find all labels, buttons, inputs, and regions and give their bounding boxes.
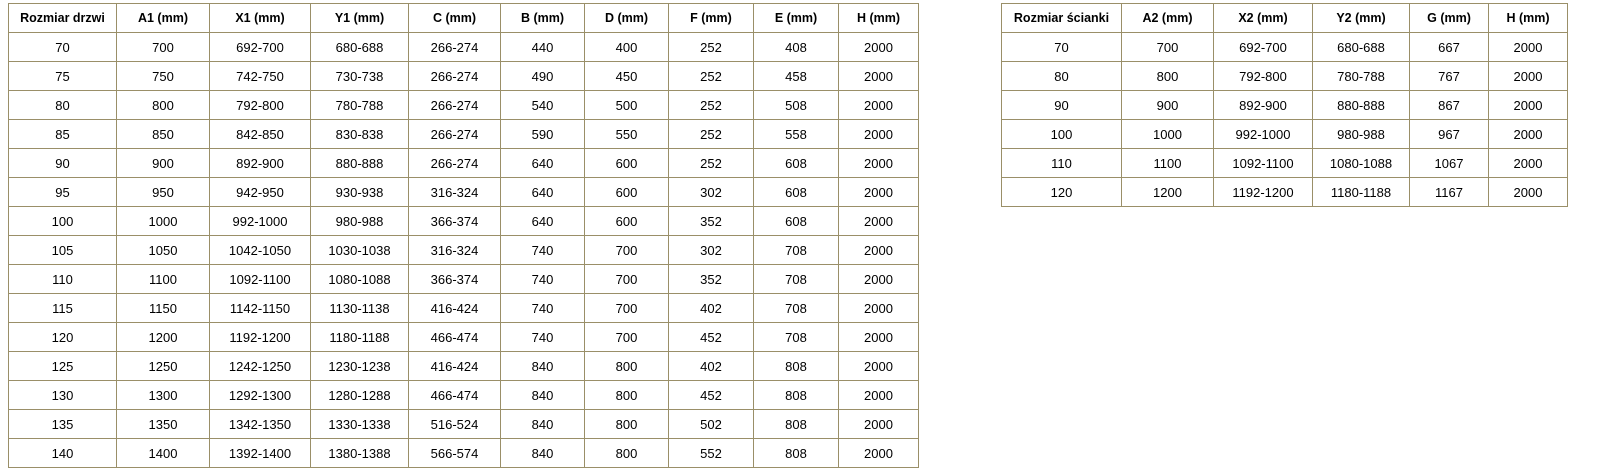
table-cell: 366-374: [409, 265, 501, 294]
table-cell: 892-900: [1214, 91, 1313, 120]
table-cell: 700: [585, 294, 669, 323]
table-cell: 402: [669, 294, 754, 323]
table-cell: 700: [117, 33, 210, 62]
table-cell: 640: [501, 149, 585, 178]
table-cell: 125: [9, 352, 117, 381]
table-row: [9, 439, 919, 468]
table-cell: 2000: [839, 120, 919, 149]
table-cell: 780-788: [311, 91, 409, 120]
table-cell: 1342-1350: [210, 410, 311, 439]
table-cell: 120: [9, 323, 117, 352]
table-cell: 742-750: [210, 62, 311, 91]
table-cell: 1092-1100: [1214, 149, 1313, 178]
table-cell: 352: [669, 207, 754, 236]
table-cell: 1030-1038: [311, 236, 409, 265]
table-cell: 840: [501, 381, 585, 410]
table-cell: 730-738: [311, 62, 409, 91]
column-header: X2 (mm): [1214, 4, 1313, 33]
table-cell: 135: [9, 410, 117, 439]
table-cell: 2000: [839, 91, 919, 120]
table-cell: 1292-1300: [210, 381, 311, 410]
table-cell: 2000: [839, 439, 919, 468]
table-row: [9, 236, 919, 265]
table-cell: 70: [1002, 33, 1122, 62]
table-cell: 2000: [839, 410, 919, 439]
table-cell: 792-800: [1214, 62, 1313, 91]
table-cell: 100: [1002, 120, 1122, 149]
table-cell: 2000: [1489, 91, 1568, 120]
column-header: X1 (mm): [210, 4, 311, 33]
table-cell: 680-688: [311, 33, 409, 62]
table-cell: 880-888: [311, 149, 409, 178]
table-cell: 110: [9, 265, 117, 294]
table-cell: 502: [669, 410, 754, 439]
table-cell: 252: [669, 91, 754, 120]
table-cell: 452: [669, 381, 754, 410]
table-cell: 840: [501, 439, 585, 468]
table-cell: 500: [585, 91, 669, 120]
table-cell: 2000: [1489, 149, 1568, 178]
table-cell: 708: [754, 236, 839, 265]
table-cell: 70: [9, 33, 117, 62]
table-cell: 400: [585, 33, 669, 62]
table-cell: 1380-1388: [311, 439, 409, 468]
table-cell: 700: [585, 236, 669, 265]
table-cell: 980-988: [1313, 120, 1410, 149]
table-cell: 2000: [839, 323, 919, 352]
table-cell: 1242-1250: [210, 352, 311, 381]
column-header: Y2 (mm): [1313, 4, 1410, 33]
table-cell: 252: [669, 149, 754, 178]
table-cell: 1167: [1410, 178, 1489, 207]
column-header: F (mm): [669, 4, 754, 33]
table-cell: 1000: [117, 207, 210, 236]
table-cell: 1080-1088: [1313, 149, 1410, 178]
table-cell: 708: [754, 323, 839, 352]
table-row: [9, 149, 919, 178]
table-cell: 408: [754, 33, 839, 62]
table-cell: 2000: [839, 294, 919, 323]
table-cell: 110: [1002, 149, 1122, 178]
table-cell: 667: [1410, 33, 1489, 62]
column-header: E (mm): [754, 4, 839, 33]
table-cell: 316-324: [409, 178, 501, 207]
table-cell: 1250: [117, 352, 210, 381]
table-cell: 840: [501, 410, 585, 439]
table-cell: 2000: [839, 33, 919, 62]
table-cell: 90: [9, 149, 117, 178]
table-cell: 2000: [839, 352, 919, 381]
table-cell: 808: [754, 381, 839, 410]
table-row: [1002, 33, 1568, 62]
table-cell: 130: [9, 381, 117, 410]
table-cell: 808: [754, 352, 839, 381]
table-cell: 600: [585, 207, 669, 236]
table-row: [9, 178, 919, 207]
table-row: [9, 91, 919, 120]
table-cell: 266-274: [409, 33, 501, 62]
table-cell: 1092-1100: [210, 265, 311, 294]
table-cell: 967: [1410, 120, 1489, 149]
table-cell: 1180-1188: [1313, 178, 1410, 207]
table-cell: 416-424: [409, 294, 501, 323]
table-cell: 1350: [117, 410, 210, 439]
table-cell: 930-938: [311, 178, 409, 207]
table-cell: 708: [754, 294, 839, 323]
table-cell: 1280-1288: [311, 381, 409, 410]
table-cell: 692-700: [210, 33, 311, 62]
table-cell: 700: [585, 323, 669, 352]
table-cell: 2000: [1489, 33, 1568, 62]
table-cell: 105: [9, 236, 117, 265]
column-header: H (mm): [839, 4, 919, 33]
table-cell: 452: [669, 323, 754, 352]
table-cell: 1042-1050: [210, 236, 311, 265]
table-row: [9, 323, 919, 352]
table-cell: 800: [117, 91, 210, 120]
table-cell: 2000: [839, 381, 919, 410]
table-cell: 600: [585, 149, 669, 178]
table-header-row: [9, 4, 919, 33]
table-cell: 95: [9, 178, 117, 207]
table-cell: 740: [501, 294, 585, 323]
table-cell: 750: [117, 62, 210, 91]
table-cell: 700: [585, 265, 669, 294]
table-cell: 120: [1002, 178, 1122, 207]
doors-size-table-container: [8, 3, 919, 468]
table-cell: 266-274: [409, 91, 501, 120]
table-cell: 800: [585, 381, 669, 410]
table-row: [9, 294, 919, 323]
table-cell: 2000: [839, 207, 919, 236]
table-cell: 252: [669, 120, 754, 149]
table-row: [9, 62, 919, 91]
table-cell: 867: [1410, 91, 1489, 120]
table-cell: 700: [1122, 33, 1214, 62]
table-cell: 640: [501, 207, 585, 236]
table-cell: 590: [501, 120, 585, 149]
table-cell: 1067: [1410, 149, 1489, 178]
table-cell: 1000: [1122, 120, 1214, 149]
table-cell: 2000: [1489, 178, 1568, 207]
table-cell: 942-950: [210, 178, 311, 207]
table-cell: 1330-1338: [311, 410, 409, 439]
table-cell: 80: [9, 91, 117, 120]
table-cell: 115: [9, 294, 117, 323]
column-header: A1 (mm): [117, 4, 210, 33]
table-cell: 900: [117, 149, 210, 178]
table-row: [9, 381, 919, 410]
table-cell: 992-1000: [1214, 120, 1313, 149]
table-cell: 1100: [1122, 149, 1214, 178]
table-cell: 466-474: [409, 381, 501, 410]
table-cell: 302: [669, 178, 754, 207]
column-header: C (mm): [409, 4, 501, 33]
column-header: A2 (mm): [1122, 4, 1214, 33]
table-cell: 2000: [839, 149, 919, 178]
table-cell: 140: [9, 439, 117, 468]
table-row: [9, 207, 919, 236]
doors-size-table: [8, 3, 919, 468]
table-cell: 1230-1238: [311, 352, 409, 381]
table-cell: 1100: [117, 265, 210, 294]
table-cell: 600: [585, 178, 669, 207]
table-cell: 608: [754, 207, 839, 236]
table-cell: 950: [117, 178, 210, 207]
table-cell: 352: [669, 265, 754, 294]
table-cell: 266-274: [409, 62, 501, 91]
column-header: Rozmiar ścianki: [1002, 4, 1122, 33]
table-cell: 692-700: [1214, 33, 1313, 62]
table-cell: 792-800: [210, 91, 311, 120]
table-cell: 1200: [1122, 178, 1214, 207]
table-cell: 1180-1188: [311, 323, 409, 352]
wall-size-table: [1001, 3, 1568, 207]
table-cell: 540: [501, 91, 585, 120]
table-cell: 680-688: [1313, 33, 1410, 62]
table-cell: 366-374: [409, 207, 501, 236]
table-cell: 440: [501, 33, 585, 62]
table-cell: 416-424: [409, 352, 501, 381]
table-cell: 252: [669, 62, 754, 91]
table-cell: 1080-1088: [311, 265, 409, 294]
column-header: H (mm): [1489, 4, 1568, 33]
table-cell: 450: [585, 62, 669, 91]
table-cell: 767: [1410, 62, 1489, 91]
table-cell: 490: [501, 62, 585, 91]
table-cell: 808: [754, 410, 839, 439]
table-cell: 2000: [839, 236, 919, 265]
table-row: [1002, 149, 1568, 178]
table-cell: 740: [501, 323, 585, 352]
table-cell: 800: [1122, 62, 1214, 91]
table-cell: 566-574: [409, 439, 501, 468]
wall-table-body: [1002, 33, 1568, 207]
table-cell: 2000: [1489, 120, 1568, 149]
table-cell: 1200: [117, 323, 210, 352]
table-header-row: [1002, 4, 1568, 33]
table-cell: 2000: [839, 62, 919, 91]
table-cell: 85: [9, 120, 117, 149]
column-header: Rozmiar drzwi: [9, 4, 117, 33]
table-row: [1002, 120, 1568, 149]
table-cell: 1192-1200: [210, 323, 311, 352]
doors-table-header: [9, 4, 919, 33]
table-cell: 608: [754, 149, 839, 178]
table-cell: 708: [754, 265, 839, 294]
column-header: Y1 (mm): [311, 4, 409, 33]
table-cell: 558: [754, 120, 839, 149]
table-cell: 508: [754, 91, 839, 120]
table-cell: 800: [585, 352, 669, 381]
table-row: [9, 33, 919, 62]
wall-table-header: [1002, 4, 1568, 33]
table-cell: 608: [754, 178, 839, 207]
table-row: [1002, 91, 1568, 120]
table-cell: 550: [585, 120, 669, 149]
table-cell: 266-274: [409, 120, 501, 149]
table-cell: 1392-1400: [210, 439, 311, 468]
table-cell: 2000: [839, 265, 919, 294]
table-row: [9, 410, 919, 439]
table-cell: 842-850: [210, 120, 311, 149]
table-cell: 830-838: [311, 120, 409, 149]
table-cell: 740: [501, 236, 585, 265]
table-cell: 80: [1002, 62, 1122, 91]
table-cell: 840: [501, 352, 585, 381]
table-cell: 800: [585, 439, 669, 468]
table-cell: 900: [1122, 91, 1214, 120]
table-cell: 980-988: [311, 207, 409, 236]
table-cell: 1400: [117, 439, 210, 468]
table-cell: 458: [754, 62, 839, 91]
table-cell: 266-274: [409, 149, 501, 178]
table-cell: 466-474: [409, 323, 501, 352]
table-cell: 808: [754, 439, 839, 468]
doors-table-body: [9, 33, 919, 468]
table-cell: 516-524: [409, 410, 501, 439]
table-cell: 552: [669, 439, 754, 468]
column-header: B (mm): [501, 4, 585, 33]
table-cell: 740: [501, 265, 585, 294]
table-cell: 800: [585, 410, 669, 439]
wall-size-table-container: [1001, 3, 1568, 207]
table-row: [1002, 62, 1568, 91]
table-cell: 850: [117, 120, 210, 149]
table-cell: 402: [669, 352, 754, 381]
table-row: [9, 120, 919, 149]
table-cell: 992-1000: [210, 207, 311, 236]
table-cell: 1192-1200: [1214, 178, 1313, 207]
table-cell: 2000: [839, 178, 919, 207]
column-header: D (mm): [585, 4, 669, 33]
table-row: [9, 352, 919, 381]
table-cell: 2000: [1489, 62, 1568, 91]
column-header: G (mm): [1410, 4, 1489, 33]
table-cell: 780-788: [1313, 62, 1410, 91]
table-cell: 1300: [117, 381, 210, 410]
table-cell: 252: [669, 33, 754, 62]
table-cell: 90: [1002, 91, 1122, 120]
table-cell: 1150: [117, 294, 210, 323]
table-cell: 316-324: [409, 236, 501, 265]
table-row: [9, 265, 919, 294]
table-cell: 100: [9, 207, 117, 236]
table-cell: 302: [669, 236, 754, 265]
table-cell: 640: [501, 178, 585, 207]
table-row: [1002, 178, 1568, 207]
table-cell: 1130-1138: [311, 294, 409, 323]
table-cell: 1142-1150: [210, 294, 311, 323]
table-cell: 1050: [117, 236, 210, 265]
table-cell: 75: [9, 62, 117, 91]
table-cell: 892-900: [210, 149, 311, 178]
table-cell: 880-888: [1313, 91, 1410, 120]
